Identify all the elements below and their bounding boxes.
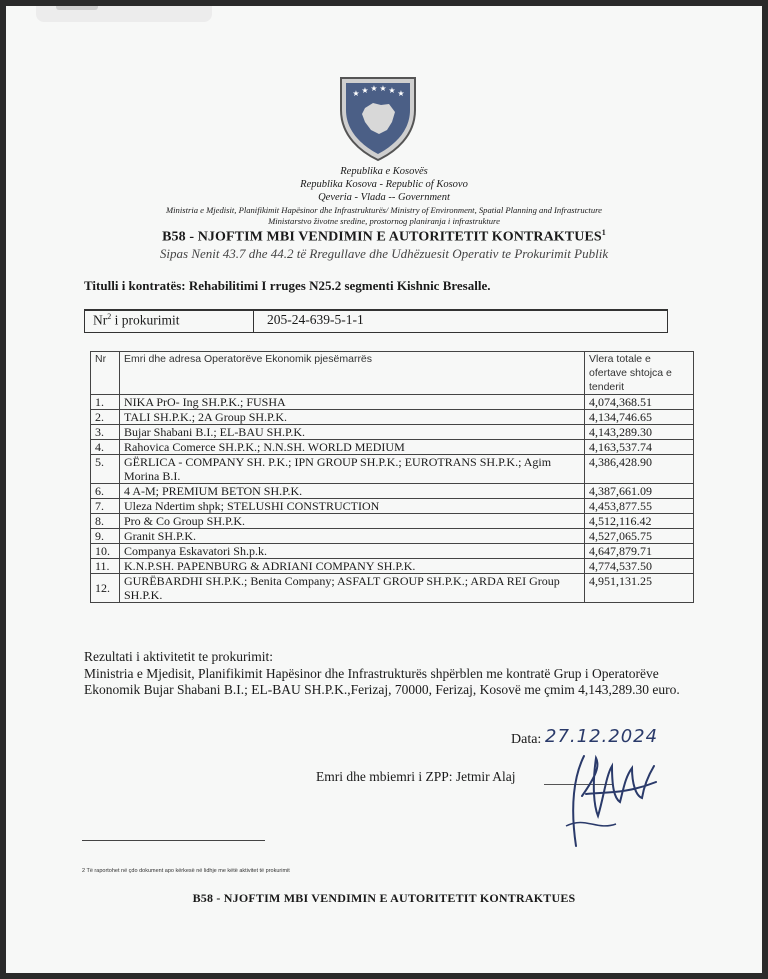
row-operator-name: GURËBARDHI SH.P.K.; Benita Company; ASFALT GROUP SH.P.K.; ARDA REI Group SH.P.K. xyxy=(120,574,585,603)
row-operator-name: GËRLICA - COMPANY SH. P.K.; IPN GROUP SH.P.K.; EUROTRANS SH.P.K.; Agim Morina B.I. xyxy=(120,455,585,484)
row-offer-value: 4,512,116.42 xyxy=(585,514,694,529)
table-row xyxy=(91,529,694,544)
table-row xyxy=(91,499,694,514)
row-nr: 12. xyxy=(91,574,120,603)
svg-text:★: ★ xyxy=(352,89,360,98)
row-offer-value: 4,143,289.30 xyxy=(585,425,694,440)
row-operator-name: K.N.P.SH. PAPENBURG & ADRIANI COMPANY SH.P.K. xyxy=(120,559,585,574)
table-row xyxy=(91,410,694,425)
header-nr: Nr xyxy=(91,352,120,395)
table-row xyxy=(91,559,694,574)
header-republic-multi: Republika Kosova - Republic of Kosovo xyxy=(300,179,468,190)
row-operator-name: Uleza Ndertim shpk; STELUSHI CONSTRUCTION xyxy=(120,499,585,514)
row-nr: 6. xyxy=(91,484,120,499)
svg-text:★: ★ xyxy=(361,86,369,95)
row-nr: 8. xyxy=(91,514,120,529)
table-row xyxy=(91,574,694,603)
row-nr: 5. xyxy=(91,455,120,484)
row-offer-value: 4,647,879.71 xyxy=(585,544,694,559)
document-page xyxy=(6,6,762,973)
procurement-number-value: 205-24-639-5-1-1 xyxy=(267,312,364,327)
row-offer-value: 4,134,746.65 xyxy=(585,410,694,425)
document-subtitle: Sipas Nenit 43.7 dhe 44.2 të Rregullave dhe Udhëzuesit Operativ te Prokurimit Publik xyxy=(159,246,609,261)
table-row xyxy=(91,455,694,484)
row-offer-value: 4,163,537.74 xyxy=(585,440,694,455)
header-ministry-sr: Ministarstvo životne sredine, prostornog planiranja i infrastrukture xyxy=(268,216,500,226)
row-operator-name: Pro & Co Group SH.P.K. xyxy=(120,514,585,529)
row-nr: 11. xyxy=(91,559,120,574)
date-label: Data: xyxy=(511,732,542,747)
top-overlay-handle xyxy=(56,6,98,10)
header-offer-value: Vlera totale e ofertave shtojca e tenderit xyxy=(585,352,694,395)
result-text: Ministria e Mjedisit, Planifikimit Hapësinor dhe Infrastrukturës shpërblen me kontratë Grup i Operatorëve Ekonomik Bujar Shabani B.I.; EL-BAU SH.P.K.,Ferizaj, 70000, Ferizaj, Kosovë me çmim 4,143,289.30 euro. xyxy=(84,665,680,697)
signature-image xyxy=(556,736,666,856)
contract-title: Titulli i kontratës: Rehabilitimi I rruges N25.2 segmenti Kishnic Bresalle. xyxy=(84,278,491,293)
table-row xyxy=(91,425,694,440)
header-government: Qeveria - Vlada -- Government xyxy=(318,192,450,203)
row-nr: 1. xyxy=(91,395,120,410)
table-row xyxy=(91,484,694,499)
footnote: 2 Të raportohet në çdo dokument apo kërkesë në lidhje me këtë aktivitet të prokurimit xyxy=(82,868,290,874)
row-offer-value: 4,387,661.09 xyxy=(585,484,694,499)
table-row xyxy=(91,395,694,410)
row-offer-value: 4,527,065.75 xyxy=(585,529,694,544)
procurement-result xyxy=(84,649,684,699)
header-ministry: Ministria e Mjedisit, Planifikimit Hapësinor dhe Infrastrukturës/ Ministry of Environment, Spatial Planning and Infrastructure xyxy=(166,205,602,215)
svg-text:★: ★ xyxy=(388,86,396,95)
row-offer-value: 4,074,368.51 xyxy=(585,395,694,410)
date-handwritten: 27.12.2024 xyxy=(545,726,659,747)
procurement-number-label: Nr$^2$ i prokurimit xyxy=(93,312,180,328)
row-nr: 7. xyxy=(91,499,120,514)
zpp-name: Emri dhe mbiemri i ZPP: Jetmir Alaj xyxy=(316,769,516,784)
row-offer-value: 4,774,537.50 xyxy=(585,559,694,574)
table-row xyxy=(91,544,694,559)
row-nr: 3. xyxy=(91,425,120,440)
row-operator-name: 4 A-M; PREMIUM BETON SH.P.K. xyxy=(120,484,585,499)
row-operator-name: Granit SH.P.K. xyxy=(120,529,585,544)
row-nr: 2. xyxy=(91,410,120,425)
row-operator-name: NIKA PrO- Ing SH.P.K.; FUSHA xyxy=(120,395,585,410)
page-footer: B58 - NJOFTIM MBI VENDIMIN E AUTORITETIT KONTRAKTUES xyxy=(192,891,576,905)
svg-text:★: ★ xyxy=(370,84,378,93)
header-operator-name: Emri dhe adresa Operatorëve Ekonomik pjesëmarrës xyxy=(120,352,585,395)
svg-text:★: ★ xyxy=(397,89,405,98)
table-row xyxy=(91,514,694,529)
procurement-separator xyxy=(253,310,254,332)
table-header-row xyxy=(91,352,694,395)
row-offer-value: 4,951,131.25 xyxy=(585,574,694,603)
operators-table xyxy=(90,351,694,603)
document-title: B58 - NJOFTIM MBI VENDIMIN E AUTORITETIT KONTRAKTUES$^1$ xyxy=(162,228,606,245)
row-nr: 10. xyxy=(91,544,120,559)
row-offer-value: 4,453,877.55 xyxy=(585,499,694,514)
kosovo-coat-of-arms-icon xyxy=(335,70,421,162)
row-offer-value: 4,386,428.90 xyxy=(585,455,694,484)
row-operator-name: Companya Eskavatori Sh.p.k. xyxy=(120,544,585,559)
svg-text:★: ★ xyxy=(379,84,387,93)
row-nr: 4. xyxy=(91,440,120,455)
footnote-divider xyxy=(82,840,265,841)
header-republic-al: Republika e Kosovës xyxy=(340,166,428,177)
row-operator-name: Rahovica Comerce SH.P.K.; N.N.SH. WORLD MEDIUM xyxy=(120,440,585,455)
row-operator-name: TALI SH.P.K.; 2A Group SH.P.K. xyxy=(120,410,585,425)
row-nr: 9. xyxy=(91,529,120,544)
procurement-number-box xyxy=(84,309,668,333)
row-operator-name: Bujar Shabani B.I.; EL-BAU SH.P.K. xyxy=(120,425,585,440)
table-row xyxy=(91,440,694,455)
result-label: Rezultati i aktivitetit te prokurimit: xyxy=(84,649,273,664)
